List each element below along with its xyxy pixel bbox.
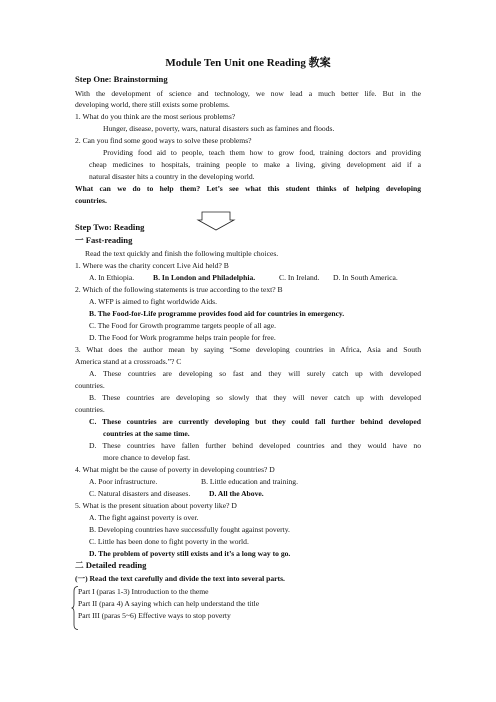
fast-question-3-line-1: 3. What does the author mean by saying “Some developing countries in Africa, Asia and South [75, 345, 421, 354]
fast-q3-option-d-line-2: more chance to develop fast. [103, 453, 191, 462]
fast-q5-option-b: B. Developing countries have successfully fought against poverty. [89, 525, 290, 534]
fast-q4-option-b: B. Little education and training. [201, 477, 299, 486]
step-one-heading: Step One: Brainstorming [75, 74, 168, 84]
fast-reading-heading: 一 Fast-reading [75, 235, 133, 245]
brainstorm-question-2: 2. Can you find some good ways to solve these problems? [75, 136, 252, 145]
fast-question-4: 4. What might be the cause of poverty in developing countries? D [75, 465, 275, 474]
fast-q4-option-c: C. Natural disasters and diseases. [89, 489, 191, 498]
fast-q3-option-a-line-2: countries. [75, 381, 105, 390]
page-title: Module Ten Unit one Reading 教案 [165, 57, 331, 69]
fast-q4-option-d: D. All the Above. [209, 489, 264, 498]
fast-question-2: 2. Which of the following statements is true according to the text? B [75, 285, 283, 294]
brainstorm-answer-2-line-1: Providing food aid to people, teach them how to grow food, training doctors and providing [103, 148, 421, 157]
fast-q2-option-d: D. The Food for Work programme helps train people for free. [89, 333, 276, 342]
fast-question-1: 1. Where was the charity concert Live Aid held? B [75, 261, 229, 270]
fast-q2-option-c: C. The Food for Growth programme targets people of all age. [89, 321, 276, 330]
brainstorm-answer-1: Hunger, disease, poverty, wars, natural disasters such as famines and floods. [103, 124, 335, 133]
detailed-reading-heading: 二 Detailed reading [75, 560, 147, 570]
fast-reading-instruction: Read the text quickly and finish the following multiple choices. [85, 249, 279, 258]
fast-q1-option-a: A. In Ethiopia. [89, 273, 135, 282]
fast-q1-option-d: D. In South America. [333, 273, 398, 282]
fast-q5-option-a: A. The fight against poverty is over. [89, 513, 199, 522]
fast-q3-option-b-line-1: B. These countries are developing so slowly that they will never catch up with developed [89, 393, 421, 402]
fast-q4-option-a: A. Poor infrastructure. [89, 477, 158, 486]
step-two-heading: Step Two: Reading [75, 222, 145, 232]
fast-question-5: 5. What is the present situation about poverty like? D [75, 501, 237, 510]
text-part-3: Part III (paras 5~6) Effective ways to stop poverty [78, 611, 231, 620]
step-one-intro-line-2: developing world, there still exists some problems. [75, 100, 230, 109]
step-one-intro-line-1: With the development of science and technology, we now lead a much better life. But in the [75, 89, 421, 98]
fast-q5-option-c: C. Little has been done to fight poverty in the world. [89, 537, 249, 546]
fast-question-3-line-2: America stand at a crossroads.”? C [75, 357, 182, 366]
detailed-reading-instruction: (一) Read the text carefully and divide the text into several parts. [75, 574, 285, 583]
fast-q1-option-b: B. In London and Philadelphia. [153, 273, 256, 282]
brainstorm-answer-2-line-3: natural disaster hits a country in the developing world. [89, 172, 255, 181]
brainstorm-question-1: 1. What do you think are the most serious problems? [75, 112, 236, 121]
fast-q3-option-c-line-1: C. These countries are currently developing but they could fall further behind developed [89, 417, 421, 426]
lead-in-line-2: countries. [75, 196, 107, 205]
fast-q1-option-c: C. In Ireland. [279, 273, 320, 282]
text-part-1: Part I (paras 1-3) Introduction to the theme [78, 587, 209, 596]
text-part-2: Part II (para 4) A saying which can help understand the title [78, 599, 260, 608]
fast-q3-option-c-line-2: countries at the same time. [103, 429, 190, 438]
fast-q3-option-b-line-2: countries. [75, 405, 105, 414]
fast-q2-option-b: B. The Food-for-Life programme provides food aid for countries in emergency. [89, 309, 345, 318]
fast-q3-option-d-line-1: D. These countries have fallen further behind developed countries and they would have no [89, 441, 421, 450]
down-arrow-icon [196, 211, 236, 231]
lead-in-line-1: What can we do to help them? Let’s see what this student thinks of helping developing [75, 184, 421, 193]
fast-q2-option-a: A. WFP is aimed to fight worldwide Aids. [89, 297, 218, 306]
fast-q5-option-d: D. The problem of poverty still exists and it’s a long way to go. [89, 549, 291, 558]
fast-q3-option-a-line-1: A. These countries are developing so fast and they will surely catch up with developed [89, 369, 421, 378]
brainstorm-answer-2-line-2: cheap medicines to hospitals, training people to make a living, giving development aid if a [89, 160, 421, 169]
